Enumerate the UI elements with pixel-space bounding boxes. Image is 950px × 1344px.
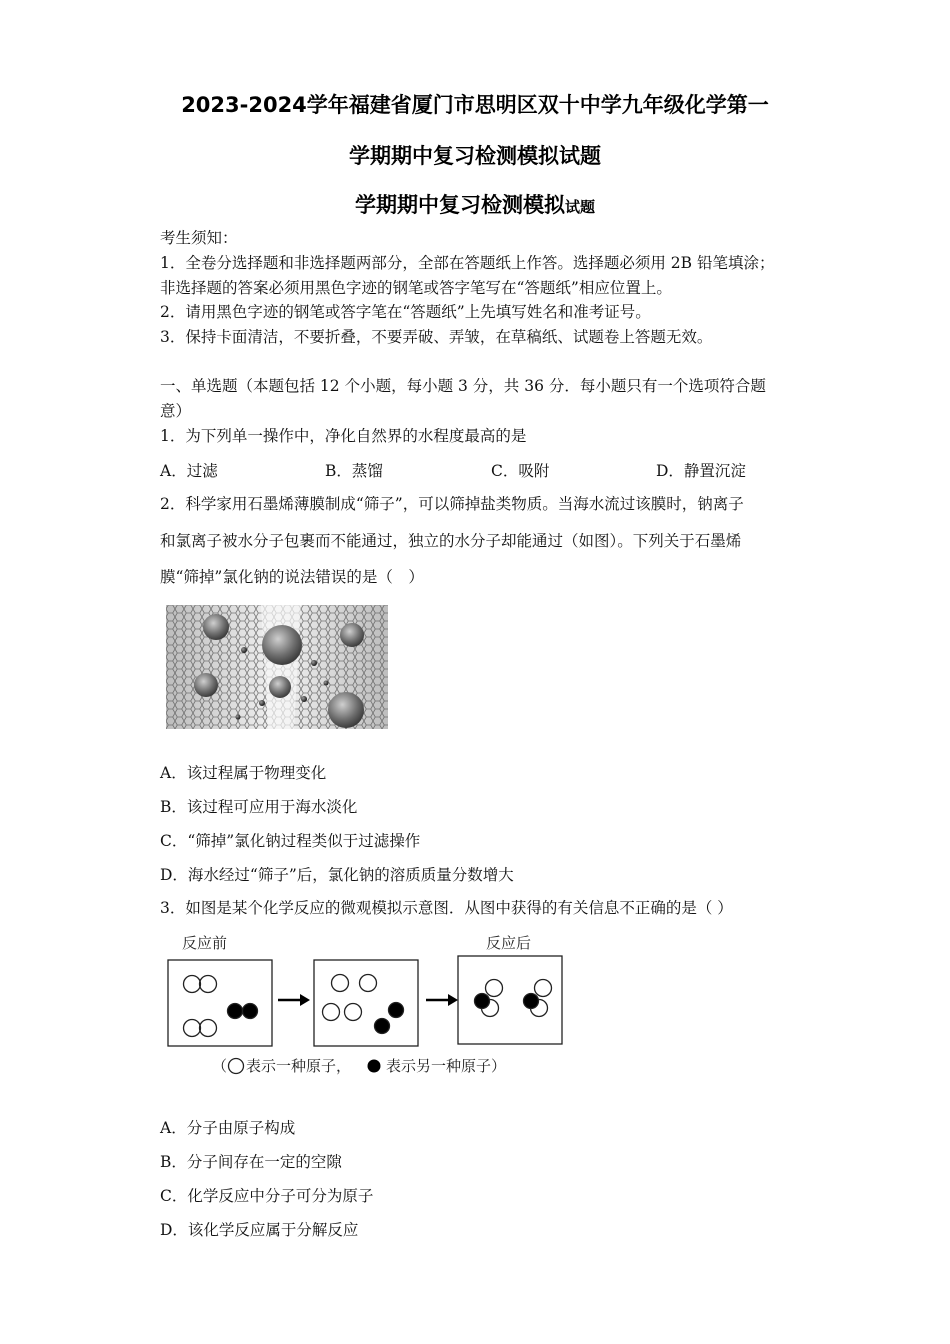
label-after-reaction: 反应后 <box>486 934 532 952</box>
notice-heading: 考生须知： <box>160 229 238 247</box>
page-title-line2: 学期期中复习检测模拟试题 <box>349 144 601 168</box>
page-title-line1: 2023-2024学年福建省厦门市思明区双十中学九年级化学第一 <box>181 93 769 117</box>
page-title-line3-small: 试题 <box>564 198 595 216</box>
q2-stem-a: 2．科学家用石墨烯薄膜制成“筛子”，可以筛掉盐类物质。当海水流过该膜时，钠离子 <box>160 495 744 513</box>
notice-item-2: 2．请用黑色字迹的钢笔或答字笔在“答题纸”上先填写姓名和准考证号。 <box>160 303 651 321</box>
box-intermediate-state <box>314 960 418 1046</box>
caption-open-paren: （ <box>212 1057 228 1075</box>
black-atom-icon <box>368 1060 381 1073</box>
arrow-right-icon <box>278 994 310 1006</box>
box-after-reaction <box>458 956 562 1044</box>
q1-option-b: B．蒸馏 <box>325 462 383 480</box>
q2-option-b: B．该过程可应用于海水淡化 <box>160 798 358 816</box>
q1-option-c: C．吸附 <box>491 462 550 480</box>
white-atom-icon <box>229 1059 244 1074</box>
label-before-reaction: 反应前 <box>182 934 228 952</box>
q1-option-d: D．静置沉淀 <box>656 462 746 480</box>
section-heading-a: 一、单选题（本题包括 12 个小题，每小题 3 分，共 36 分．每小题只有一个选项符合题 <box>160 377 766 395</box>
reaction-micro-diagram <box>160 928 580 1078</box>
q3-stem: 3．如图是某个化学反应的微观模拟示意图．从图中获得的有关信息不正确的是（ ） <box>160 899 733 917</box>
q3-option-b: B．分子间存在一定的空隙 <box>160 1153 342 1171</box>
arrow-right-icon <box>426 994 458 1006</box>
page-title-line3-main: 学期期中复习检测模拟 <box>354 193 565 217</box>
graphene-sieve-illustration <box>166 605 388 729</box>
membrane-channel <box>261 605 301 729</box>
section-heading-b: 意） <box>160 402 192 420</box>
q2-option-d: D．海水经过“筛子”后，氯化钠的溶质质量分数增大 <box>160 866 514 884</box>
q2-option-a: A．该过程属于物理变化 <box>160 764 327 782</box>
notice-item-3: 3．保持卡面清洁，不要折叠，不要弄破、弄皱，在草稿纸、试题卷上答题无效。 <box>160 328 713 346</box>
q2-option-c: C．“筛掉”氯化钠过程类似于过滤操作 <box>160 832 421 850</box>
notice-item-1b: 非选择题的答案必须用黑色字迹的钢笔或答字笔写在“答题纸”相应位置上。 <box>160 279 672 297</box>
box-before-reaction <box>168 960 272 1046</box>
caption-black-atom: 表示另一种原子） <box>386 1057 507 1075</box>
page-title-line3 <box>0 189 950 219</box>
q1-option-a: A．过滤 <box>160 462 218 480</box>
q1-stem: 1．为下列单一操作中，净化自然界的水程度最高的是 <box>160 427 527 445</box>
q2-stem-b: 和氯离子被水分子包裹而不能通过，独立的水分子却能通过（如图）。下列关于石墨烯 <box>160 532 742 550</box>
caption-white-atom: 表示一种原子， <box>246 1057 352 1075</box>
q3-option-a: A．分子由原子构成 <box>160 1119 296 1137</box>
q2-stem-c: 膜“筛掉”氯化钠的说法错误的是（ ） <box>160 568 424 586</box>
q3-option-c: C．化学反应中分子可分为原子 <box>160 1187 374 1205</box>
q3-option-d: D．该化学反应属于分解反应 <box>160 1221 359 1239</box>
legend-caption <box>212 1057 506 1075</box>
notice-item-1a: 1．全卷分选择题和非选择题两部分，全部在答题纸上作答。选择题必须用 2B 铅笔填涂； <box>160 254 775 272</box>
